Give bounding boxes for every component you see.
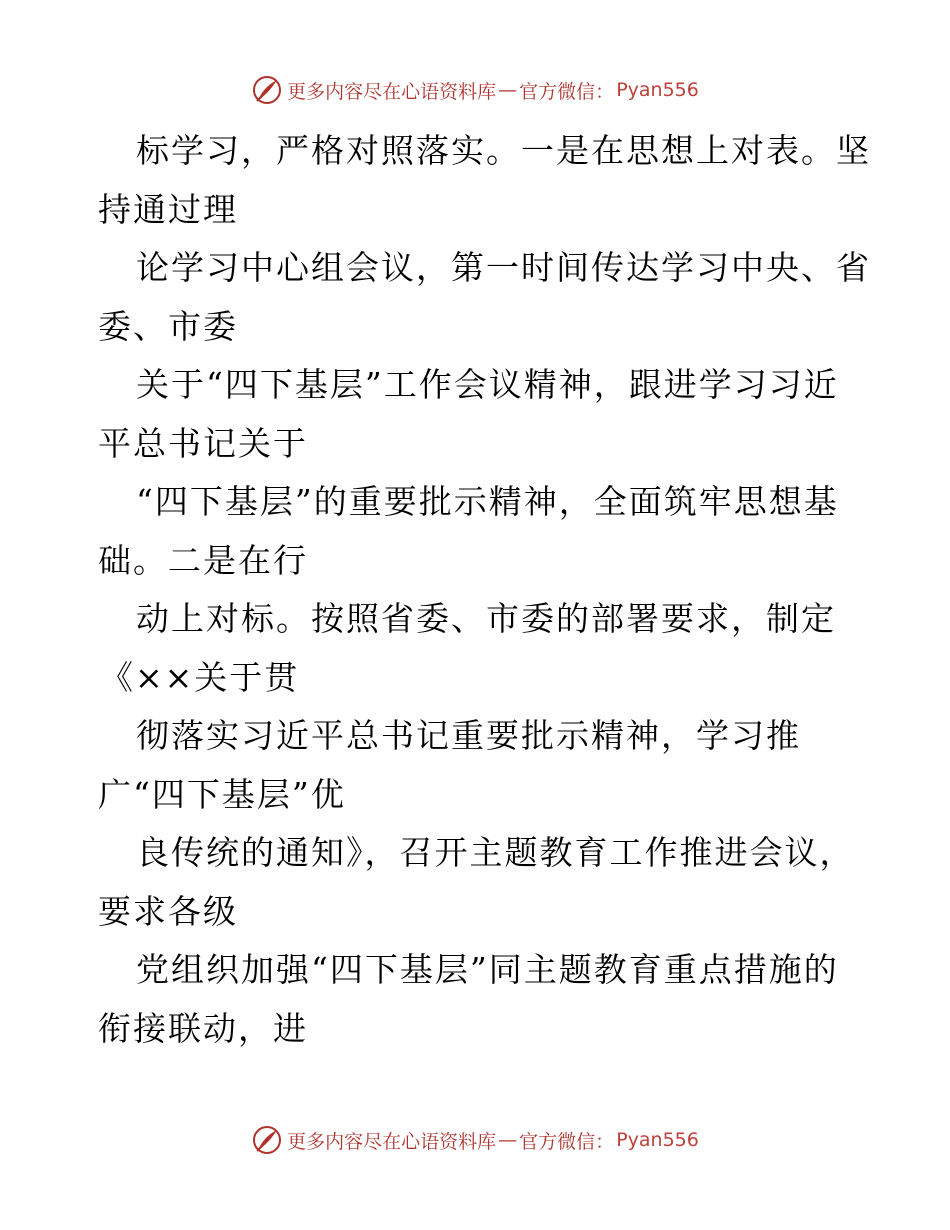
- feather-pen-logo-icon: [251, 1124, 283, 1156]
- header-watermark: [0, 70, 950, 110]
- watermark-text: 更多内容尽在心语资料库: [287, 1130, 497, 1153]
- watermark-id: Pyan556: [616, 79, 699, 101]
- body-line: 彻落实习近平总书记重要批示精神，学习推: [136, 716, 801, 755]
- body-line: 持通过理: [98, 189, 238, 229]
- watermark-label: 官方微信：: [519, 1130, 615, 1153]
- feather-pen-logo-icon: [251, 74, 283, 106]
- body-line: 平总书记关于: [98, 423, 308, 463]
- body-line: “四下基层”的重要批示精神，全面筑牢思想基: [136, 482, 839, 521]
- body-line: 论学习中心组会议，第一时间传达学习中央、省: [136, 248, 871, 287]
- document-body: [98, 122, 871, 1058]
- watermark-id: Pyan556: [616, 1129, 699, 1151]
- watermark-separator: —: [498, 1129, 518, 1151]
- body-line: 要求各级: [98, 891, 238, 931]
- body-line: 党组织加强“四下基层”同主题教育重点措施的: [136, 950, 839, 989]
- body-line: 《××关于贯: [100, 657, 300, 697]
- body-line: 衔接联动，进: [98, 1008, 308, 1048]
- body-line: 良传统的通知》，召开主题教育工作推进会议，: [136, 833, 855, 872]
- watermark-label: 官方微信：: [519, 80, 615, 103]
- body-line: 广“四下基层”优: [98, 774, 346, 814]
- body-line: 关于“四下基层”工作会议精神，跟进学习习近: [136, 365, 839, 404]
- watermark-separator: —: [498, 79, 518, 101]
- body-line: 础。二是在行: [98, 540, 308, 580]
- footer-watermark: [0, 1120, 950, 1160]
- body-line: 标学习，严格对照落实。一是在思想上对表。坚: [136, 131, 871, 170]
- body-line: 委、市委: [98, 306, 238, 346]
- watermark-text: 更多内容尽在心语资料库: [287, 80, 497, 103]
- body-line: 动上对标。按照省委、市委的部署要求，制定: [136, 599, 836, 638]
